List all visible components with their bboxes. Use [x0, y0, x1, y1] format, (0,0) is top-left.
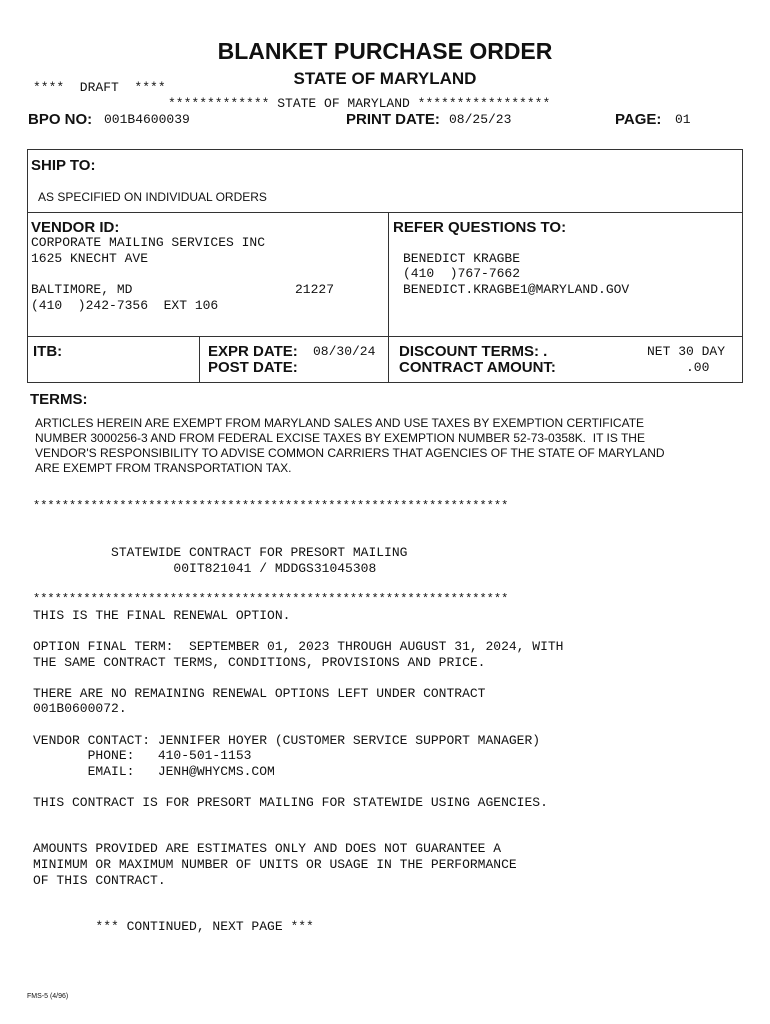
- document-subtitle: STATE OF MARYLAND: [293, 69, 477, 88]
- page-label: PAGE:: [615, 111, 662, 128]
- continued-notice: *** CONTINUED, NEXT PAGE ***: [33, 919, 314, 934]
- vendor-contact-line: VENDOR CONTACT: JENNIFER HOYER (CUSTOMER SERVICE SUPPORT MANAGER): [33, 733, 541, 748]
- print-date-value: 08/25/23: [449, 112, 512, 127]
- vendor-phone: (410 )242-7356 EXT 106: [31, 298, 219, 313]
- contract-amount-value: .00: [686, 360, 710, 375]
- vendor-contact-email: EMAIL: JENH@WHYCMS.COM: [33, 764, 275, 779]
- state-banner: ************* STATE OF MARYLAND *****************: [168, 96, 551, 111]
- info-divider-1: [199, 336, 200, 383]
- expr-date-label: EXPR DATE:: [208, 343, 298, 360]
- vendor-contact-phone: PHONE: 410-501-1153: [33, 748, 252, 763]
- terms-line: VENDOR'S RESPONSIBILITY TO ADVISE COMMON CARRIERS THAT AGENCIES OF THE STATE OF MARYLAND: [35, 446, 665, 460]
- vendor-id-label: VENDOR ID:: [31, 219, 120, 236]
- terms-line: ARTICLES HEREIN ARE EXEMPT FROM MARYLAND SALES AND USE TAXES BY EXEMPTION CERTIFICATE: [35, 416, 645, 430]
- bpo-label: BPO NO:: [28, 111, 93, 128]
- vendor-address: 1625 KNECHT AVE: [31, 251, 149, 266]
- ship-to-value: AS SPECIFIED ON INDIVIDUAL ORDERS: [38, 190, 267, 204]
- contract-purpose: THIS CONTRACT IS FOR PRESORT MAILING FOR STATEWIDE USING AGENCIES.: [33, 795, 548, 810]
- ship-to-label: SHIP TO:: [31, 157, 96, 174]
- form-id: FMS-5 (4/96): [27, 993, 69, 1000]
- refer-questions-label: REFER QUESTIONS TO:: [393, 219, 567, 236]
- print-date-label: PRINT DATE:: [346, 111, 440, 128]
- contract-numbers: 00IT821041 / MDDGS31045308: [33, 561, 377, 576]
- final-renewal-line: THIS IS THE FINAL RENEWAL OPTION.: [33, 608, 291, 623]
- info-row-box: [27, 336, 743, 383]
- discount-terms-value: NET 30 DAY: [647, 344, 726, 359]
- refer-email: BENEDICT.KRAGBE1@MARYLAND.GOV: [403, 282, 630, 297]
- vendor-zip: 21227: [295, 282, 335, 297]
- refer-phone: (410 )767-7662: [403, 266, 521, 281]
- star-separator: ******************************************************************: [33, 499, 509, 513]
- vendor-city: BALTIMORE, MD: [31, 282, 133, 297]
- document-title: BLANKET PURCHASE ORDER: [217, 38, 553, 64]
- no-options-line: 001B0600072.: [33, 701, 127, 716]
- post-date-label: POST DATE:: [208, 359, 298, 376]
- amounts-disclaimer-line: MINIMUM OR MAXIMUM NUMBER OF UNITS OR USAGE IN THE PERFORMANCE: [33, 857, 517, 872]
- terms-line: NUMBER 3000256-3 AND FROM FEDERAL EXCISE TAXES BY EXEMPTION NUMBER 52-73-0358K. IT IS THE: [35, 431, 645, 445]
- refer-name: BENEDICT KRAGBE: [403, 251, 521, 266]
- vendor-divider: [388, 212, 389, 337]
- option-term-line: OPTION FINAL TERM: SEPTEMBER 01, 2023 THROUGH AUGUST 31, 2024, WITH: [33, 639, 564, 654]
- discount-terms-label: DISCOUNT TERMS: .: [399, 343, 548, 360]
- info-divider-2: [388, 336, 389, 383]
- terms-label: TERMS:: [30, 391, 88, 408]
- amounts-disclaimer-line: AMOUNTS PROVIDED ARE ESTIMATES ONLY AND DOES NOT GUARANTEE A: [33, 841, 502, 856]
- contract-title: STATEWIDE CONTRACT FOR PRESORT MAILING: [33, 545, 408, 560]
- contract-amount-label: CONTRACT AMOUNT:: [399, 359, 556, 376]
- expr-date-value: 08/30/24: [313, 344, 376, 359]
- option-term-line: THE SAME CONTRACT TERMS, CONDITIONS, PROVISIONS AND PRICE.: [33, 655, 486, 670]
- amounts-disclaimer-line: OF THIS CONTRACT.: [33, 873, 166, 888]
- page-value: 01: [675, 112, 691, 127]
- no-options-line: THERE ARE NO REMAINING RENEWAL OPTIONS LEFT UNDER CONTRACT: [33, 686, 486, 701]
- vendor-refer-box: [27, 212, 743, 337]
- itb-label: ITB:: [33, 343, 63, 360]
- draft-mark: **** DRAFT ****: [33, 80, 166, 95]
- vendor-name: CORPORATE MAILING SERVICES INC: [31, 235, 266, 250]
- terms-line: ARE EXEMPT FROM TRANSPORTATION TAX.: [35, 461, 292, 475]
- star-separator: ******************************************************************: [33, 592, 509, 606]
- bpo-value: 001B4600039: [104, 112, 190, 127]
